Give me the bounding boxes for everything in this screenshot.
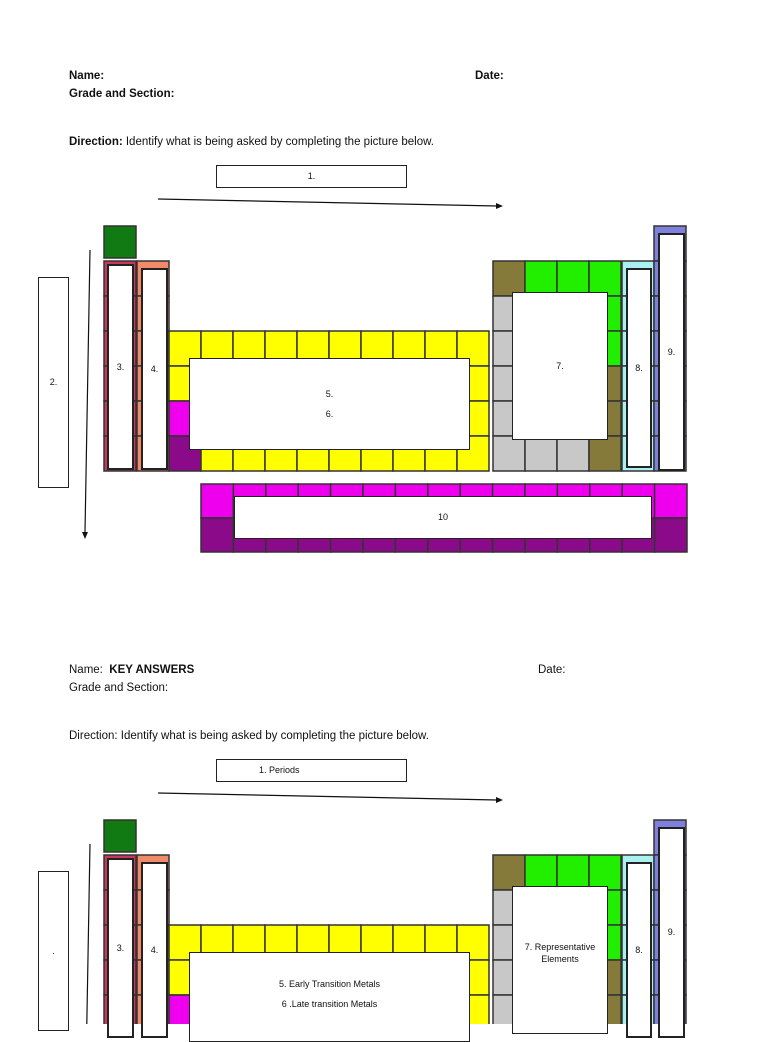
direction-line bbox=[69, 136, 434, 148]
key-answer-label-6: 6 .Late transition Metals bbox=[281, 999, 378, 1010]
cell-p-block bbox=[589, 855, 621, 890]
group-arrow-line bbox=[85, 844, 90, 1024]
key-answer-box-5-6[interactable] bbox=[189, 952, 470, 1042]
answer-box-8[interactable]: 8. bbox=[626, 268, 652, 468]
period-arrow-head-icon bbox=[496, 797, 503, 803]
key-grade-section-label: Grade and Section: bbox=[69, 682, 169, 694]
cell-p-block bbox=[557, 855, 589, 890]
key-name-line bbox=[69, 664, 194, 676]
key-date-label: Date: bbox=[538, 664, 566, 676]
answer-box-3[interactable]: 3. bbox=[107, 264, 134, 470]
answer-box-1[interactable]: 1. bbox=[216, 165, 407, 188]
key-answer-box-8[interactable]: 8. bbox=[626, 862, 652, 1038]
key-answer-box-2[interactable]: . bbox=[38, 871, 69, 1031]
key-answer-box-9[interactable]: 9. bbox=[658, 827, 685, 1038]
answer-box-10[interactable]: 10 bbox=[234, 496, 652, 539]
cell-p-block bbox=[493, 855, 525, 890]
answer-box-7[interactable]: 7. bbox=[512, 292, 608, 440]
answer-label-5: 5. bbox=[325, 388, 334, 399]
key-name-value: KEY ANSWERS bbox=[109, 664, 195, 676]
answer-box-4[interactable]: 4. bbox=[141, 268, 168, 470]
direction-text: Identify what is being asked by completing the picture below. bbox=[122, 136, 434, 148]
key-answer-box-3[interactable]: 3. bbox=[107, 858, 134, 1038]
name-label: Name: bbox=[69, 70, 105, 82]
key-answer-label-7: 7. Representative Elements bbox=[524, 942, 596, 965]
answer-box-2[interactable]: 2. bbox=[38, 277, 69, 488]
key-answer-box-7[interactable] bbox=[512, 886, 608, 1034]
key-answer-box-1[interactable]: 1. Periods bbox=[216, 759, 407, 782]
answer-box-5-6[interactable] bbox=[189, 358, 470, 450]
answer-label-6: 6. bbox=[325, 409, 334, 419]
answer-box-9[interactable]: 9. bbox=[658, 233, 685, 471]
period-arrow-line bbox=[158, 793, 497, 800]
cell-group1-top bbox=[104, 820, 136, 852]
key-direction-text: Direction: Identify what is being asked by completing the picture below. bbox=[69, 730, 429, 742]
key-answer-box-4[interactable]: 4. bbox=[141, 862, 168, 1038]
grade-section-label: Grade and Section: bbox=[69, 88, 175, 100]
direction-label: Direction: bbox=[69, 136, 123, 148]
key-answer-label-5: 5. Early Transition Metals bbox=[278, 979, 381, 989]
key-name-label: Name: bbox=[69, 664, 103, 676]
cell-p-block bbox=[525, 855, 557, 890]
date-label: Date: bbox=[475, 70, 504, 82]
